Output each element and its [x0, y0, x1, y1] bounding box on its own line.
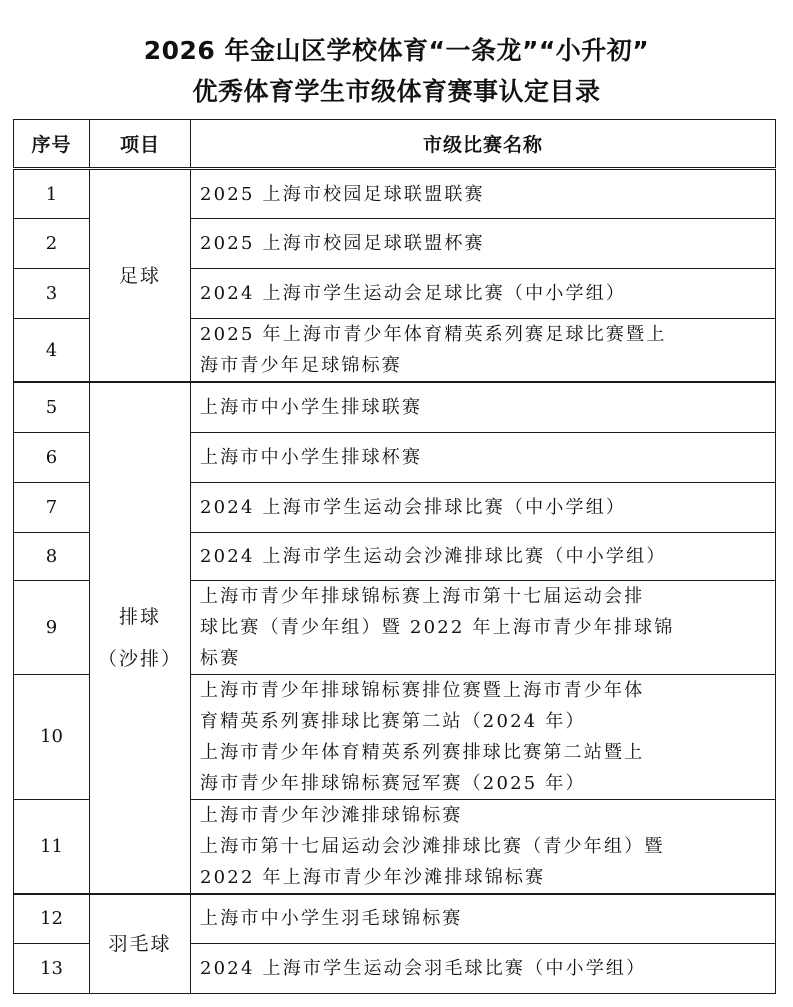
row-index: 2: [14, 219, 90, 269]
row-index: 10: [14, 674, 90, 799]
row-index: 4: [14, 319, 90, 383]
table-header-row: [14, 120, 776, 169]
competition-name-cell: [191, 894, 776, 944]
row-index: 12: [14, 894, 90, 944]
competition-name-cell: [191, 432, 776, 482]
sport-item-label: （沙排）: [97, 647, 182, 670]
competition-name-cell: [191, 382, 776, 432]
competition-name-line: 球比赛（青少年组）暨 2022 年上海市青少年排球锦: [200, 616, 675, 638]
sport-item-label: 羽毛球: [108, 932, 172, 955]
competition-name-cell: [191, 269, 776, 319]
competition-name-cell: [191, 799, 776, 894]
row-index: 6: [14, 432, 90, 482]
header-competition: 市级比赛名称: [191, 120, 776, 169]
competition-name-line: 2022 年上海市青少年沙滩排球锦标赛: [200, 866, 546, 888]
row-index: 1: [14, 169, 90, 219]
competition-name-line: 2024 上海市学生运动会羽毛球比赛（中小学组）: [200, 958, 647, 979]
row-index: 9: [14, 580, 90, 674]
competition-name-line: 2024 上海市学生运动会足球比赛（中小学组）: [200, 283, 627, 304]
row-index: 3: [14, 269, 90, 319]
sport-item-label: 足球: [118, 264, 161, 287]
competition-name-line: 上海市中小学生排球联赛: [200, 396, 423, 418]
competition-name-line: 上海市青少年沙滩排球锦标赛: [200, 804, 463, 826]
sport-item-cell: [90, 894, 191, 994]
competition-name-cell: [191, 169, 776, 219]
competition-name-cell: [191, 319, 776, 383]
competition-name-line: 2025 上海市校园足球联盟杯赛: [200, 233, 485, 254]
competition-name-cell: [191, 482, 776, 532]
competition-name-line: 上海市第十七届运动会沙滩排球比赛（青少年组）暨: [200, 835, 665, 857]
competition-name-line: 2024 上海市学生运动会排球比赛（中小学组）: [200, 496, 627, 518]
competition-name-line: 2025 年上海市青少年体育精英系列赛足球比赛暨上: [200, 324, 667, 345]
competition-name-line: 育精英系列赛排球比赛第二站（2024 年）: [200, 710, 586, 732]
competition-name-line: 2025 上海市校园足球联盟联赛: [200, 183, 485, 205]
competition-name-line: 上海市中小学生羽毛球锦标赛: [200, 908, 463, 930]
document-title-line-1: 2026 年金山区学校体育“一条龙”“小升初”: [143, 36, 650, 65]
competition-name-line: 上海市中小学生排球杯赛: [200, 446, 423, 468]
competition-name-cell: [191, 219, 776, 269]
table-row: [14, 382, 776, 432]
competition-name-line: 上海市青少年排球锦标赛上海市第十七届运动会排: [200, 585, 645, 607]
row-index: 8: [14, 532, 90, 580]
competition-name-cell: [191, 580, 776, 674]
table-row: [14, 169, 776, 219]
sport-item-cell: [90, 169, 191, 383]
competition-name-cell: [191, 674, 776, 799]
sport-item-label: 排球: [118, 605, 161, 628]
table-body: [14, 169, 776, 994]
competition-name-cell: [191, 532, 776, 580]
competition-name-line: 海市青少年足球锦标赛: [200, 355, 402, 376]
header-index: 序号: [14, 120, 90, 169]
row-index: 11: [14, 799, 90, 894]
row-index: 7: [14, 482, 90, 532]
document-title-line-2: 优秀体育学生市级体育赛事认定目录: [192, 77, 601, 106]
row-index: 13: [14, 944, 90, 994]
competition-name-line: 海市青少年排球锦标赛冠军赛（2025 年）: [200, 772, 586, 794]
row-index: 5: [14, 382, 90, 432]
competition-name-line: 上海市青少年体育精英系列赛排球比赛第二站暨上: [200, 741, 645, 763]
competition-name-line: 上海市青少年排球锦标赛排位赛暨上海市青少年体: [200, 679, 645, 701]
competition-name-cell: [191, 944, 776, 994]
header-item: 项目: [90, 120, 191, 169]
competition-catalog-table: [13, 119, 776, 994]
table-row: [14, 894, 776, 944]
competition-name-line: 2024 上海市学生运动会沙滩排球比赛（中小学组）: [200, 545, 667, 567]
sport-item-cell: [90, 382, 191, 894]
competition-name-line: 标赛: [200, 647, 241, 669]
